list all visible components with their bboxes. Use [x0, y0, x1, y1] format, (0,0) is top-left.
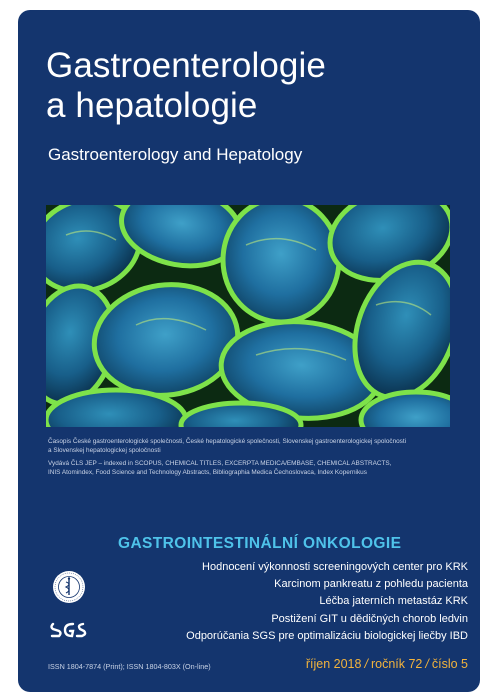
indexing-info: [48, 459, 468, 477]
issue-number: číslo 5: [431, 657, 468, 671]
issue-volume: ročník 72: [370, 657, 423, 671]
issue-date: říjen 2018: [305, 657, 362, 671]
indexed-line1: Vydává ČLS JEP – indexed in SCOPUS, CHEMICAL TITLES, EXCERPTA MEDICA/EMBASE, CHEMICAL ABSTRACTS,: [48, 460, 392, 467]
article-title: Postižení GIT u dědičných chorob ledvin: [271, 612, 468, 625]
cover-micrograph: [46, 205, 450, 427]
issue-separator: /: [425, 657, 429, 671]
societies-line2: a Slovenskej hepatologickej spoločnosti: [48, 447, 161, 454]
micrograph-image: [46, 205, 450, 427]
publisher-societies: [48, 437, 468, 455]
sgs-logo: [49, 620, 89, 640]
article-title: Hodnocení výkonnosti screeningových center pro KRK: [202, 561, 468, 573]
article-list: [186, 559, 468, 645]
journal-subtitle: Gastroenterology and Hepatology: [48, 145, 303, 164]
issue-separator: /: [364, 657, 368, 671]
indexed-line2: INIS Atomindex, Food Science and Technology Abstracts, Bibliographia Medica Čechoslovaca, Index Kopernikus: [48, 469, 367, 476]
societies-line1: Časopis České gastroenterologické společnosti, České hepatologické společnosti, Slovenskej gastroenterologickej spoločnosti: [48, 438, 407, 445]
section-title: GASTROINTESTINÁLNÍ ONKOLOGIE: [118, 535, 402, 552]
cls-jep-seal-logo: [52, 570, 86, 604]
journal-cover: [18, 10, 480, 692]
issue-info: [306, 657, 468, 671]
article-title: Karcinom pankreatu z pohledu pacienta: [274, 578, 468, 591]
journal-title-line1: Gastroenterologie: [46, 46, 326, 85]
article-title: Léčba jaterních metastáz KRK: [319, 595, 468, 608]
journal-title: [46, 46, 326, 126]
issn-info: ISSN 1804-7874 (Print); ISSN 1804-803X (On-line): [48, 662, 211, 671]
article-title: Odporúčania SGS pre optimalizáciu biologickej liečby IBD: [186, 629, 468, 642]
journal-title-line2: a hepatologie: [46, 86, 258, 125]
